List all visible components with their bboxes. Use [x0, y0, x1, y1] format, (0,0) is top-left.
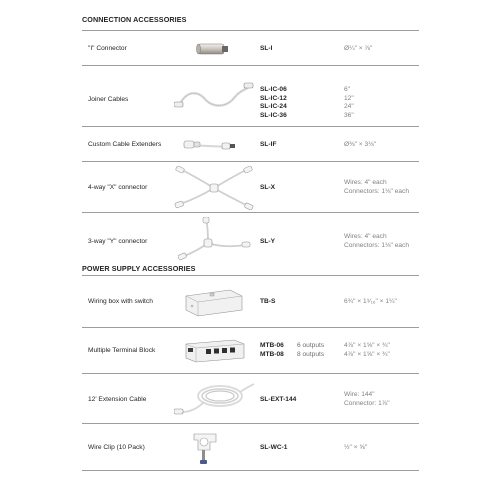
product-sku: MTB-06 MTB-08: [260, 342, 284, 358]
wire-clip-icon: [186, 428, 226, 468]
product-name: Wire Clip (10 Pack): [88, 444, 145, 451]
section-title-power-supply-accessories: POWER SUPPLY ACCESSORIES: [82, 264, 196, 273]
cable-extender-icon: [182, 133, 242, 157]
i-connector-icon: [178, 38, 238, 60]
product-row-i-connector: [82, 30, 419, 66]
product-sku: SL-Y: [260, 238, 276, 245]
wiring-box-icon: [180, 284, 246, 322]
product-sku: TB-S: [260, 298, 276, 305]
product-row-joiner-cables: [82, 65, 419, 127]
product-sku: SL-EXT-144: [260, 396, 297, 403]
x-connector-icon: [174, 166, 254, 210]
product-spec: Ø⅜" × 3⅛": [344, 141, 376, 148]
product-row-wiring-box: [82, 275, 419, 328]
product-name: Wiring box with switch: [88, 298, 153, 305]
joiner-cable-icon: [174, 78, 254, 116]
extension-cable-icon: [174, 378, 256, 420]
product-row-extension-cable: [82, 373, 419, 424]
product-name: 12' Extension Cable: [88, 396, 147, 403]
product-name: 4-way "X" connector: [88, 184, 148, 191]
product-sku: SL-I: [260, 45, 273, 52]
product-name: Multiple Terminal Block: [88, 347, 156, 354]
product-sku: SL-WC-1: [260, 444, 288, 451]
product-spec: 4⅞" × 1⅝" × ¾" 4⅞" × 1⅝" × ¾": [344, 342, 390, 358]
product-name: Custom Cable Extenders: [88, 141, 162, 148]
y-connector-icon: [178, 217, 252, 261]
product-row-terminal-block: [82, 327, 419, 374]
product-spec: 6¾" × 1⁹⁄₁₆" × 1¼": [344, 298, 397, 305]
product-spec: Wire: 144" Connector: 1⅞": [344, 391, 390, 407]
product-spec: Wires: 4" each Connectors: 1⅛" each: [344, 179, 410, 195]
product-spec: ½" × ⅝": [344, 444, 368, 451]
product-sku: SL-IF: [260, 141, 277, 148]
terminal-block-icon: [182, 334, 248, 370]
product-row-wire-clip: [82, 423, 419, 471]
product-row-x-connector: [82, 161, 419, 213]
product-spec: Wires: 4" each Connectors: 1⅛" each: [344, 233, 410, 249]
product-row-cable-extenders: [82, 126, 419, 162]
product-sku: SL-IC-06 SL-IC-12 SL-IC-24 SL-IC-36: [260, 86, 287, 119]
product-sku: SL-X: [260, 184, 276, 191]
product-outputs: 6 outputs 8 outputs: [297, 342, 325, 358]
product-name: Joiner Cables: [88, 96, 129, 103]
product-spec: Ø¼" × ⅞": [344, 45, 373, 52]
section-title-connection-accessories: CONNECTION ACCESSORIES: [82, 15, 187, 24]
product-name: 3-way "Y" connector: [88, 238, 148, 245]
product-name: "I" Connector: [88, 45, 127, 52]
product-spec: 6" 12" 24" 36": [344, 86, 354, 119]
product-row-y-connector: [82, 212, 419, 263]
